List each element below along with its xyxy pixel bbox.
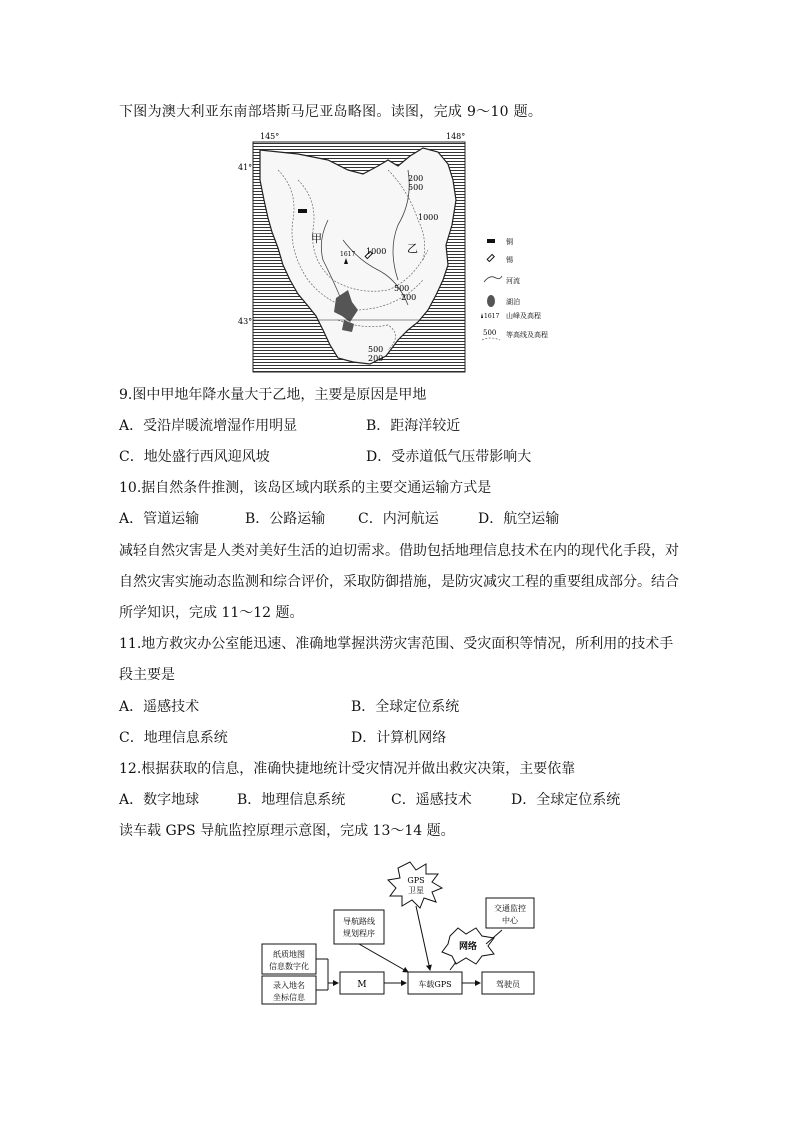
q9-stem: 9.图中甲地年降水量大于乙地，主要是原因是甲地 xyxy=(119,387,427,403)
legend-copper: 铜 xyxy=(506,238,513,246)
contour-label: 200 xyxy=(408,174,424,183)
contour-label: 200 xyxy=(401,293,417,302)
q11-option-c[interactable]: C．地理信息系统 xyxy=(119,730,228,746)
q10-stem: 10.据自然条件推测，该岛区域内联系的主要交通运输方式是 xyxy=(119,480,492,496)
q12-option-c[interactable]: C．遥感技术 xyxy=(391,792,472,808)
intro-q11-line2: 自然灾害实施动态监测和综合评价，采取防御措施，是防灾减灾工程的重要组成部分。结合 xyxy=(119,574,679,590)
gps-sat-label-2: 卫星 xyxy=(408,886,424,895)
tasmania-map xyxy=(238,130,568,375)
svg-text:驾驶员: 驾驶员 xyxy=(496,980,520,989)
gps-sat-label-1: GPS xyxy=(407,876,425,885)
legend-contour: 等高线及高程 xyxy=(506,331,548,339)
contour-label: 200 xyxy=(368,354,384,363)
tin-icon xyxy=(487,254,494,261)
svg-text:M: M xyxy=(357,980,367,990)
yi-label: 乙 xyxy=(407,242,418,255)
q9-option-a[interactable]: A．受沿岸暖流增湿作用明显 xyxy=(119,418,298,434)
q12-stem: 12.根据获取的信息，准确快捷地统计受灾情况并做出救灾决策，主要依靠 xyxy=(119,761,576,777)
contour-label: 500 xyxy=(394,284,410,293)
svg-text:导航路线: 导航路线 xyxy=(343,917,375,926)
river-icon xyxy=(484,276,502,282)
lake-icon xyxy=(487,295,495,307)
lon-148-label: 148° xyxy=(446,132,466,141)
q11-option-b[interactable]: B．全球定位系统 xyxy=(351,699,460,715)
map-legend xyxy=(481,237,548,340)
legend-peak-value: 1617 xyxy=(484,313,500,320)
gps-satellite-icon xyxy=(388,862,442,908)
legend-river: 河流 xyxy=(506,277,520,285)
q9-option-b[interactable]: B．距海洋较近 xyxy=(366,418,461,434)
q10-option-a[interactable]: A．管道运输 xyxy=(119,511,200,527)
peak-icon xyxy=(481,313,483,318)
q12-option-d[interactable]: D．全球定位系统 xyxy=(511,792,621,808)
q9-option-c[interactable]: C．地处盛行西风迎风坡 xyxy=(119,449,270,465)
svg-text:纸质地图: 纸质地图 xyxy=(273,950,305,959)
svg-text:信息数字化: 信息数字化 xyxy=(269,962,309,971)
intro-q11-line1: 减轻自然灾害是人类对美好生活的迫切需求。借助包括地理信息技术在内的现代化手段，对 xyxy=(119,543,679,559)
legend-tin: 锡 xyxy=(506,256,513,264)
svg-text:坐标信息: 坐标信息 xyxy=(273,993,305,1002)
copper-icon xyxy=(487,239,495,243)
lat-43-label: 43° xyxy=(238,317,253,326)
q10-option-d[interactable]: D．航空运输 xyxy=(478,511,560,527)
contour-label: 1000 xyxy=(366,247,387,256)
q12-option-a[interactable]: A．数字地球 xyxy=(119,792,200,808)
q11-stem-line2: 段主要是 xyxy=(119,667,175,683)
lat-41-label: 41° xyxy=(238,163,253,172)
svg-text:交通监控: 交通监控 xyxy=(494,904,526,913)
copper-icon xyxy=(298,209,307,213)
legend-lake: 湖泊 xyxy=(506,298,520,306)
gps-diagram xyxy=(250,858,550,1008)
intro-q11-line3: 所学知识，完成 11～12 题。 xyxy=(119,605,304,621)
q12-option-b[interactable]: B．地理信息系统 xyxy=(237,792,346,808)
q10-option-b[interactable]: B．公路运输 xyxy=(245,511,326,527)
q11-option-a[interactable]: A．遥感技术 xyxy=(119,699,200,715)
legend-peak: 山峰及高程 xyxy=(506,312,541,320)
svg-text:中心: 中心 xyxy=(502,916,518,925)
svg-text:录入地名: 录入地名 xyxy=(273,981,305,990)
svg-text:网络: 网络 xyxy=(458,942,478,952)
contour-label: 1000 xyxy=(418,213,439,222)
legend-contour-value: 500 xyxy=(483,329,497,337)
svg-text:车载GPS: 车载GPS xyxy=(418,980,452,989)
peak-label: 1617 xyxy=(340,251,356,258)
contour-label: 500 xyxy=(408,183,424,192)
svg-text:规划程序: 规划程序 xyxy=(343,929,375,938)
lon-145-label: 145° xyxy=(260,132,280,141)
q9-option-d[interactable]: D．受赤道低气压带影响大 xyxy=(366,449,532,465)
contour-icon xyxy=(482,338,500,340)
q11-option-d[interactable]: D．计算机网络 xyxy=(351,730,447,746)
q10-option-c[interactable]: C．内河航运 xyxy=(358,511,439,527)
intro-q13-14: 读车载 GPS 导航监控原理示意图，完成 13～14 题。 xyxy=(119,823,455,839)
contour-label: 500 xyxy=(368,345,384,354)
nav-program-box xyxy=(334,910,384,944)
intro-q9-10: 下图为澳大利亚东南部塔斯马尼亚岛略图。读图，完成 9～10 题。 xyxy=(119,104,543,120)
jia-label: 甲 xyxy=(311,232,322,245)
q11-stem-line1: 11.地方救灾办公室能迅速、准确地掌握洪涝灾害范围、受灾面积等情况，所利用的技术手 xyxy=(119,636,674,652)
